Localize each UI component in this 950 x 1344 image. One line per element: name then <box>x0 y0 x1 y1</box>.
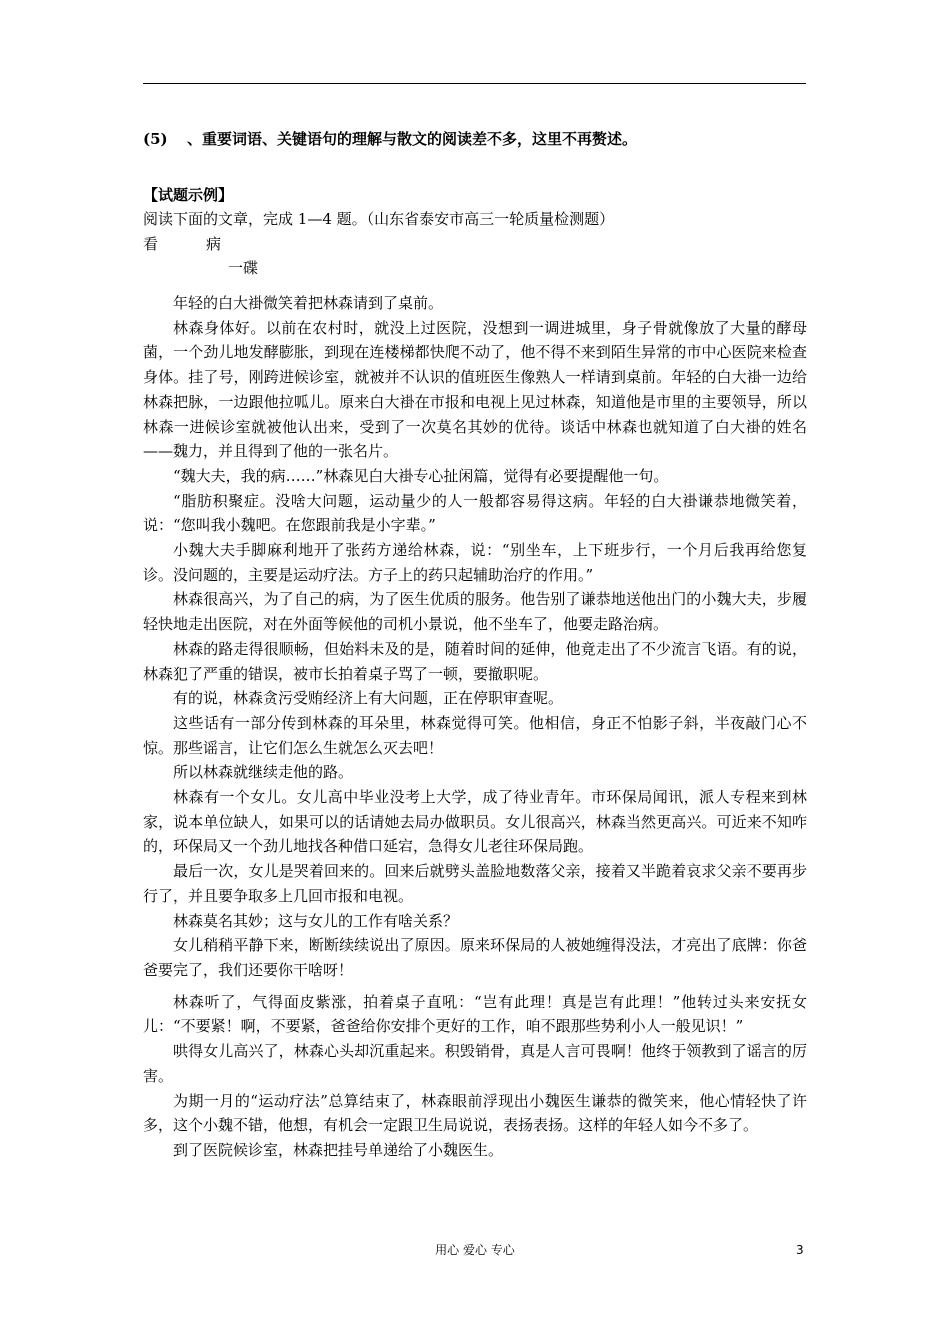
paragraph: 林森身体好。以前在农村时，就没上过医院，没想到一调进城里，身子骨就像放了大量的酵母菌，一个劲儿地发酵膨胀，到现在连楼梯都快爬不动了，他不得不来到陌生异常的市中心医院来检查身体。挂了号，刚跨进候诊室，就被并不认识的值班医生像熟人一样请到桌前。年轻的白大褂一边给林森把脉，一边跟他拉呱儿。原来白大褂在市报和电视上见过林森，知道他是市里的主要领导，所以林森一进候诊室就被他认出来，受到了一次莫名其妙的优待。谈话中林森也就知道了白大褂的姓名——魏力，并且得到了他的一张名片。 <box>143 318 807 461</box>
paragraph: 哄得女儿高兴了，林森心头却沉重起来。积毁销骨，真是人言可畏啊！他终于领教到了谣言的厉害。 <box>143 1042 807 1085</box>
paragraph: 最后一次，女儿是哭着回来的。回来后就劈头盖脸地数落父亲，接着又半跪着哀求父亲不要再步行了，并且要争取多上几回市报和电视。 <box>143 862 807 905</box>
story-body <box>143 291 807 1163</box>
footer-motto: 用心 爱心 专心 <box>435 1243 515 1257</box>
paragraph: 林森很高兴，为了自己的病，为了医生优质的服务。他告别了谦恭地送他出门的小魏大夫，步履轻快地走出医院，对在外面等候他的司机小景说，他不坐车了，他要走路治病。 <box>143 590 807 634</box>
example-section-title: 【试题示例】 <box>143 186 234 204</box>
section-heading <box>143 127 806 151</box>
paragraph: “脂肪积聚症。没啥大问题，运动量少的人一般都容易得这病。年轻的白大褂谦恭地微笑着，说：“您叫我小魏吧。在您跟前我是小字辈。” <box>143 491 807 535</box>
paragraph: 林森的路走得很顺畅，但始料未及的是，随着时间的延伸，他竟走出了不少流言飞语。有的说，林森犯了严重的错误，被市长拍着桌子骂了一顿，要撤职呢。 <box>143 639 807 683</box>
paragraph: 为期一月的“运动疗法”总算结束了，林森眼前浮现出小魏医生谦恭的微笑来，他心情轻快了许多，这个小魏不错，他想，有机会一定跟卫生局说说，表扬表扬。这样的年轻人如今不多了。 <box>143 1091 807 1135</box>
paragraph: 这些话有一部分传到林森的耳朵里，林森觉得可笑。他相信，身正不怕影子斜，半夜敲门心不惊。那些谣言，让它们怎么生就怎么灭去吧！ <box>143 713 807 757</box>
paragraph: 女儿稍稍平静下来，断断续续说出了原因。原来环保局的人被她缠得没法，才亮出了底牌：你爸爸要完了，我们还要你干啥呀！ <box>143 936 807 979</box>
story-title-char-1: 看 <box>143 235 159 253</box>
heading-number: (5) <box>143 130 168 148</box>
story-title <box>143 232 221 256</box>
paragraph: 年轻的白大褂微笑着把林森请到了桌前。 <box>173 294 444 312</box>
paragraph: 林森有一个女儿。女儿高中毕业没考上大学，成了待业青年。市环保局闻讯，派人专程来到林家，说本单位缺人，如果可以的话请她去局办做职员。女儿很高兴，林森当然更高兴。可近来不知咋的，环保局又一个劲儿地找各种借口延宕，急得女儿老往环保局跑。 <box>143 788 807 856</box>
paragraph: 林森莫名其妙；这与女儿的工作有啥关系？ <box>173 911 459 930</box>
paragraph: 到了医院候诊室，林森把挂号单递给了小魏医生。 <box>173 1140 504 1159</box>
question-intro: 阅读下面的文章，完成 1—4 题。（山东省泰安市高三一轮质量检测题） <box>143 210 615 228</box>
heading-text: 、重要词语、关键语句的理解与散文的阅读差不多，这里不再赘述。 <box>187 130 638 148</box>
page-number: 3 <box>796 1243 804 1257</box>
paragraph: 林森听了，气得面皮紫涨，拍着桌子直吼：“岂有此理！真是岂有此理！”他转过头来安抚女儿：“不要紧！啊，不要紧，爸爸给你安排个更好的工作，咱不跟那些势利小人一般见识！” <box>143 992 807 1036</box>
story-author: 一碟 <box>228 259 259 277</box>
paragraph: 有的说，林森贪污受贿经济上有大问题，正在停职审查呢。 <box>173 689 564 708</box>
header-rule <box>143 83 806 84</box>
paragraph: 所以林森就继续走他的路。 <box>173 763 354 782</box>
paragraph: 小魏大夫手脚麻利地开了张药方递给林森，说：“别坐车，上下班步行，一个月后我再给您复诊。没问题的，主要是运动疗法。方子上的药只起辅助治疗的作用。” <box>143 541 807 584</box>
story-title-char-2: 病 <box>206 235 222 253</box>
paragraph: “魏大夫，我的病……”林森见白大褂专心扯闲篇，觉得有必要提醒他一句。 <box>173 466 669 485</box>
